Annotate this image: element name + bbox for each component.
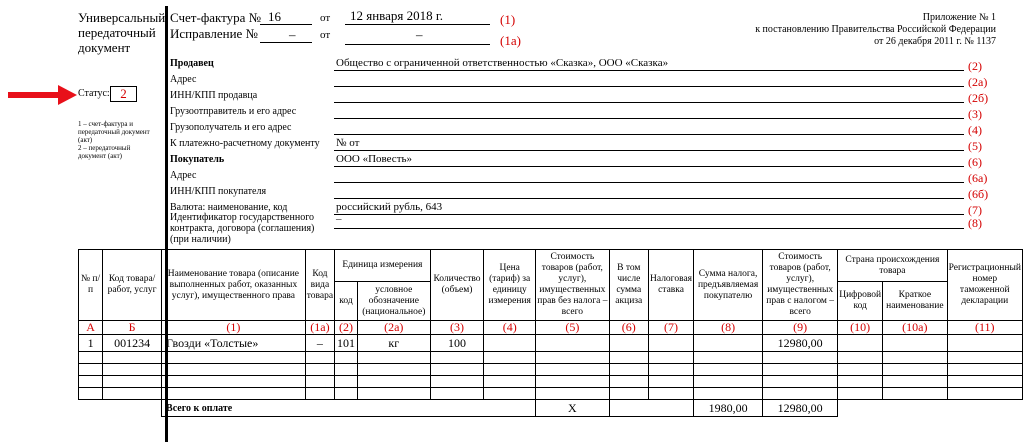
table-cell-empty [609,376,649,388]
contract-label-line: (при наличии) [170,234,231,245]
table-cell-empty [536,388,609,400]
field-underline [334,150,964,151]
table-cell-empty [103,364,162,376]
col-header-cost-no-tax: Стоимость товаров (работ, услуг), имущественных прав без налога – всего [536,250,609,321]
col-header-customs: Регистрационный номер таможенной декларации [947,250,1022,321]
table-cell-empty [79,352,103,364]
status-note-line: передаточный документ [78,128,150,136]
table-cell-empty [838,388,883,400]
table-cell-empty [305,388,334,400]
field-underline [334,182,964,183]
contract-value[interactable]: – [336,213,342,225]
table-cell-empty [162,352,306,364]
field-tag: (2б) [968,91,989,105]
appendix [740,12,996,48]
table-cell-empty [838,364,883,376]
cell-country-code [838,335,883,352]
table-cell-empty [883,388,947,400]
appendix-line: к постановлению Правительства Российской Федерации [755,24,996,35]
field-label: Продавец [170,58,214,69]
field-tag: (5) [968,139,982,153]
table-cell-empty [305,364,334,376]
table-cell-empty [484,364,536,376]
column-tag: (1) [162,321,306,335]
field-label: Адрес [170,74,197,85]
field-label: ИНН/КПП продавца [170,90,258,101]
contract-tag: (8) [968,216,982,230]
column-tag: (2) [335,321,358,335]
col-header-code: Код товара/ работ, услуг [103,250,162,321]
table-cell-empty [883,352,947,364]
correction-tag: (1а) [500,33,521,48]
table-cell-empty [536,376,609,388]
field-tag: (2а) [968,75,988,89]
total-spacer [79,400,162,417]
column-tag: (7) [649,321,694,335]
invoice-date[interactable]: 12 января 2018 г. [350,8,444,23]
field-underline [334,198,964,199]
col-header-kind: Код вида товара [305,250,334,321]
invoice-label: Счет-фактура № [170,10,262,25]
field-label: Покупатель [170,154,225,165]
invoice-number[interactable]: 16 [268,9,281,24]
table-cell-empty [536,352,609,364]
table-cell-empty [763,352,838,364]
field-tag: (7) [968,203,982,217]
cell-no: 1 [79,335,103,352]
table-cell-empty [484,388,536,400]
table-cell-empty [357,388,430,400]
table-cell-empty [649,364,694,376]
total-spacer-right [838,400,1023,417]
column-tag: (8) [694,321,763,335]
table-cell-empty [763,364,838,376]
table-row[interactable] [79,335,1023,352]
column-tag: (10) [838,321,883,335]
field-underline [334,166,964,167]
col-header-unit-name: условное обозначение (национальное) [357,282,430,321]
status-note-line: документ (акт) [78,152,122,160]
contract-label [170,212,314,245]
field-value[interactable]: № от [336,137,360,149]
col-header-price: Цена (тариф) за единицу измерения [484,250,536,321]
cell-rate [649,335,694,352]
cell-excise [609,335,649,352]
table-cell-empty [484,352,536,364]
table-cell-empty [305,352,334,364]
table-cell-empty [103,388,162,400]
status-note-line: 2 – передаточный [78,144,131,152]
doc-type-line-1: Универсальный [78,10,166,25]
column-tag: Б [103,321,162,335]
table-cell-empty [609,388,649,400]
total-tax: 1980,00 [694,400,763,417]
table-cell-empty [335,352,358,364]
table-cell-empty [763,376,838,388]
column-tag: (4) [484,321,536,335]
goods-table [78,249,1023,417]
table-cell-empty [649,352,694,364]
field-underline [334,70,964,71]
cell-unit-name: кг [357,335,430,352]
table-cell-empty [883,364,947,376]
total-empty [609,400,694,417]
table-cell-empty [162,376,306,388]
col-header-tax: Сумма налога, предъявляемая покупателю [694,250,763,321]
table-cell-empty [649,376,694,388]
total-excise: Х [536,400,609,417]
table-cell-empty [947,376,1022,388]
col-header-name: Наименование товара (описание выполненных работ, оказанных услуг), имущественного права [162,250,306,321]
table-cell-empty [694,352,763,364]
table-cell-empty [694,364,763,376]
appendix-line: от 26 декабря 2011 г. № 1137 [874,36,996,47]
col-header-excise: В том числе сумма акциза [609,250,649,321]
cell-customs [947,335,1022,352]
field-value[interactable]: Общество с ограниченной ответственностью «Сказка», ООО «Сказка» [336,57,669,69]
column-tag: (3) [430,321,483,335]
col-header-qty: Количество (объем) [430,250,483,321]
col-header-unit-code: код [335,282,358,321]
correction-date[interactable]: – [416,27,423,42]
field-label: К платежно-расчетному документу [170,138,320,149]
column-tag: (2а) [357,321,430,335]
doc-type-line-3: документ [78,40,131,55]
field-tag: (4) [968,123,982,137]
field-label: ИНН/КПП покупателя [170,186,267,197]
field-label: Адрес [170,170,197,181]
field-tag: (2) [968,59,982,73]
cell-name: Гвозди «Толстые» [162,335,306,352]
table-cell-empty [947,388,1022,400]
cell-country-name [883,335,947,352]
column-tags-row [79,321,1023,335]
doc-type [78,10,165,55]
table-cell-empty [335,364,358,376]
field-underline [334,86,964,87]
column-tag: (10а) [883,321,947,335]
doc-type-line-2: передаточный [78,25,156,40]
table-cell-empty [694,388,763,400]
table-cell-empty [838,352,883,364]
col-header-cost-with-tax: Стоимость товаров (работ, услуг), имущественных прав с налогом – всего [763,250,838,321]
field-underline [334,134,964,135]
invoice-from: от [320,12,331,24]
field-tag: (6а) [968,171,988,185]
correction-label: Исправление № [170,26,258,41]
contract-label-line: Идентификатор государственного [170,212,315,223]
table-cell-empty [536,364,609,376]
table-cell-empty [335,388,358,400]
correction-from: от [320,29,331,41]
column-tag: (1а) [305,321,334,335]
table-cell-empty [79,388,103,400]
table-cell-empty [79,376,103,388]
field-tag: (3) [968,107,982,121]
table-cell-empty [79,364,103,376]
field-underline [334,214,964,215]
table-row-empty[interactable] [79,352,1023,364]
field-tag: (6б) [968,187,989,201]
col-header-country-code: Цифровой код [838,282,883,321]
table-cell-empty [103,376,162,388]
table-row-empty[interactable] [79,364,1023,376]
table-cell-empty [430,376,483,388]
table-cell-empty [103,352,162,364]
table-cell-empty [649,388,694,400]
field-label: Грузополучатель и его адрес [170,122,292,133]
status-note [78,120,162,160]
field-label: Грузоотправитель и его адрес [170,106,297,117]
total-label: Всего к оплате [162,400,536,417]
cell-tax [694,335,763,352]
column-tag: (5) [536,321,609,335]
status-note-line: (акт) [78,136,93,144]
field-value[interactable]: ООО «Повесть» [336,153,413,165]
col-header-country: Страна происхождения товара [838,250,947,282]
status-value[interactable]: 2 [110,86,137,102]
table-cell-empty [335,376,358,388]
column-tag: (9) [763,321,838,335]
table-cell-empty [357,376,430,388]
table-cell-empty [763,388,838,400]
table-cell-empty [305,376,334,388]
field-underline [334,118,964,119]
table-row-empty[interactable] [79,376,1023,388]
table-cell-empty [883,376,947,388]
cell-code: 001234 [103,335,162,352]
field-tag: (6) [968,155,982,169]
invoice-tag: (1) [500,12,516,27]
table-cell-empty [947,364,1022,376]
table-cell-empty [484,376,536,388]
col-header-unit: Единица измерения [335,250,431,282]
table-cell-empty [947,352,1022,364]
column-tag: (11) [947,321,1022,335]
total-cost-with-tax: 12980,00 [763,400,838,417]
table-cell-empty [357,352,430,364]
cell-cost-with-tax: 12980,00 [763,335,838,352]
field-underline [334,102,964,103]
table-cell-empty [694,376,763,388]
table-cell-empty [430,364,483,376]
col-header-country-name: Краткое наименование [883,282,947,321]
table-cell-empty [838,376,883,388]
contract-label-line: контракта, договора (соглашения) [170,223,315,234]
table-cell-empty [430,388,483,400]
table-cell-empty [609,352,649,364]
status-note-line: 1 – счет-фактура и [78,120,134,128]
cell-qty: 100 [430,335,483,352]
cell-kind: – [305,335,334,352]
col-header-rate: Налоговая ставка [649,250,694,321]
appendix-line: Приложение № 1 [922,12,996,23]
status-label: Статус: [78,88,110,99]
cell-unit-code: 101 [335,335,358,352]
table-row-empty[interactable] [79,388,1023,400]
table-cell-empty [162,364,306,376]
table-cell-empty [430,352,483,364]
arrow-right-icon [8,84,78,106]
field-label: Валюта: наименование, код [170,202,288,213]
cell-cost-no-tax [536,335,609,352]
total-row [79,400,1023,417]
col-header-no: № п/п [79,250,103,321]
table-cell-empty [357,364,430,376]
field-value[interactable]: российский рубль, 643 [336,201,443,213]
correction-number[interactable]: – [289,27,296,42]
column-tag: (6) [609,321,649,335]
cell-price [484,335,536,352]
column-tag: А [79,321,103,335]
table-cell-empty [162,388,306,400]
table-cell-empty [609,364,649,376]
